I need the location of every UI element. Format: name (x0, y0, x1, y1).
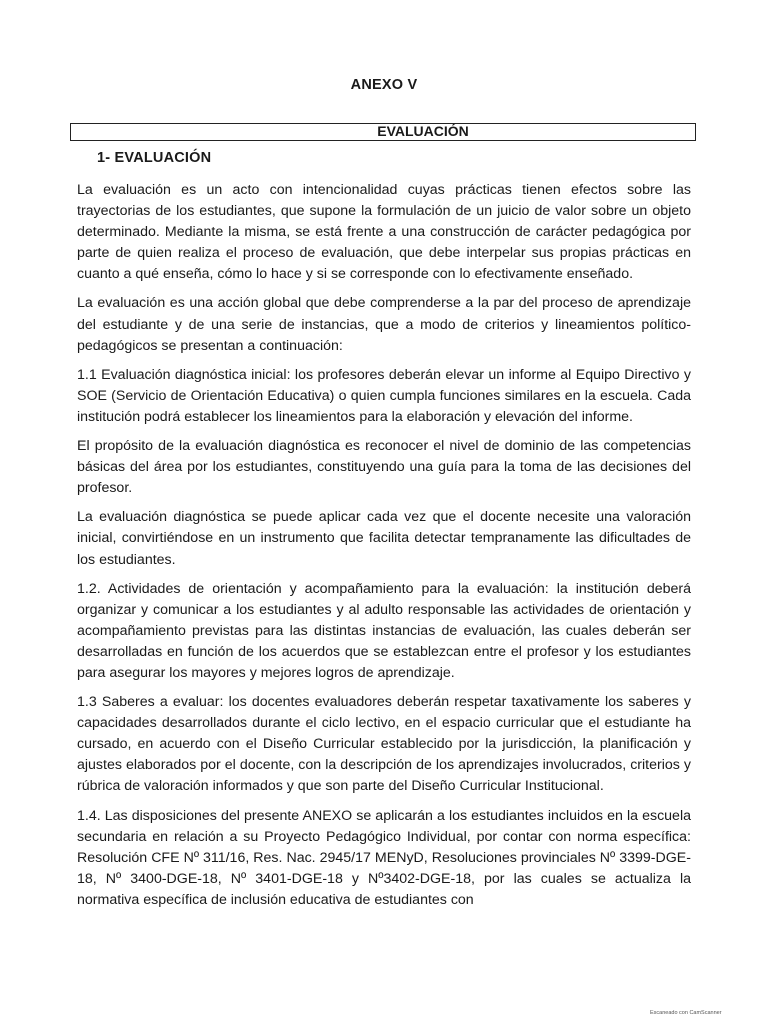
annex-title: ANEXO V (350, 77, 418, 93)
section-title-box (70, 123, 696, 141)
paragraph: La evaluación es una acción global que debe comprenderse a la par del proceso de aprendizaje del estudiante y de una serie de instancias, que a modo de criterios y lineamientos político-pedagógicos se presentan a continuación: (77, 295, 691, 354)
paragraph: 1.1 Evaluación diagnóstica inicial: los profesores deberán elevar un informe al Equipo Directivo y SOE (Servicio de Orientación Educativa) o quien cumpla funciones similares en la escuela. Cada institución podrá establecer los lineamientos para la elaboración y elevación del informe. (77, 366, 691, 425)
paragraph: 1.4. Las disposiciones del presente ANEXO se aplicarán a los estudiantes incluidos en la escuela secundaria en relación a su Proyecto Pedagógico Individual, por contar con norma específica: Resolución CFE Nº 311/16, Res. Nac. 2945/17 MENyD, Resoluciones provinciales Nº 3399-DGE-18, Nº 3400-DGE-18, Nº 3401-DGE-18 y Nº3402-DGE-18, por las cuales se actualiza la normativa específica de inclusión educativa de estudiantes con (77, 807, 691, 908)
paragraph: La evaluación es un acto con intencionalidad cuyas prácticas tienen efectos sobre las trayectorias de los estudiantes, que supone la formulación de un juicio de valor sobre un objeto determinado. Mediante la misma, se está frente a una construcción de carácter pedagógica por parte de quien realiza el proceso de evaluación, que debe interpelar sus propias prácticas en cuanto a qué enseña, cómo lo hace y si se corresponde con lo efectivamente enseñado. (77, 182, 691, 283)
paragraph: La evaluación diagnóstica se puede aplicar cada vez que el docente necesite una valoración inicial, convirtiéndose en un instrumento que facilita detectar tempranamente las dificultades de los estudiantes. (77, 509, 691, 568)
body-text (77, 180, 691, 919)
section-heading: 1- EVALUACIÓN (97, 150, 212, 166)
paragraph: El propósito de la evaluación diagnóstica es reconocer el nivel de dominio de las competencias básicas del área por los estudiantes, constituyendo una guía para la toma de las decisiones del profesor. (77, 438, 691, 497)
scanner-watermark: Escaneado con CamScanner (650, 1010, 722, 1016)
paragraph: 1.3 Saberes a evaluar: los docentes evaluadores deberán respetar taxativamente los saberes y capacidades desarrollados durante el ciclo lectivo, en el espacio curricular que el estudiante ha cursado, en acuerdo con el Diseño Curricular establecido por la jurisdicción, la planificación y ajustes elaborados por el docente, con la descripción de los aprendizajes involucrados, criterios y rúbrica de valoración informados y que son parte del Diseño Curricular Institucional. (77, 694, 691, 795)
paragraph: 1.2. Actividades de orientación y acompañamiento para la evaluación: la institución deberá organizar y comunicar a los estudiantes y al adulto responsable las actividades de orientación y acompañamiento previstas para las distintas instancias de evaluación, las cuales deberán ser desarrolladas en función de los acuerdos que se establezcan entre el profesor y los estudiantes para asegurar los mayores y mejores logros de aprendizaje. (77, 580, 691, 681)
section-title: EVALUACIÓN (377, 123, 469, 139)
